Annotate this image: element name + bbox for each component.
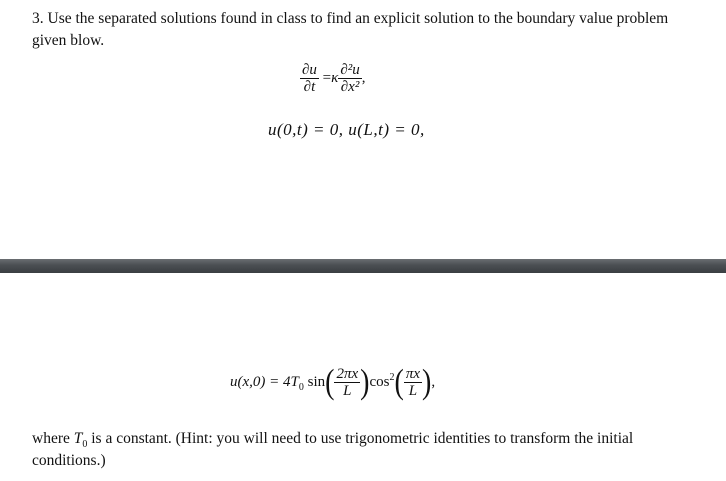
initial-condition: $u(x,0) = 4T_0$ sin( $\frac{2\pi x}{L}$ )$\cos^2$( $\frac{\pi x}{L}$ ), — [230, 362, 436, 402]
problem-intro: 3. Use the separated solutions found in class to find an explicit solution to the boundary value problem given blow. — [32, 10, 669, 49]
constant-note: where $T_0$ is a constant. (Hint: you will need to use trigonometric identities to transform the initial conditions.) — [32, 430, 634, 469]
boundary-conditions: u(0,t) = 0, u(L,t) = 0, — [268, 120, 425, 139]
section-divider — [0, 259, 726, 273]
pde-equation: $\frac{\partial u}{\partial t}$ =κ $\frac{\text{∂²u}}{\text{∂x²}}$ , — [302, 62, 366, 95]
